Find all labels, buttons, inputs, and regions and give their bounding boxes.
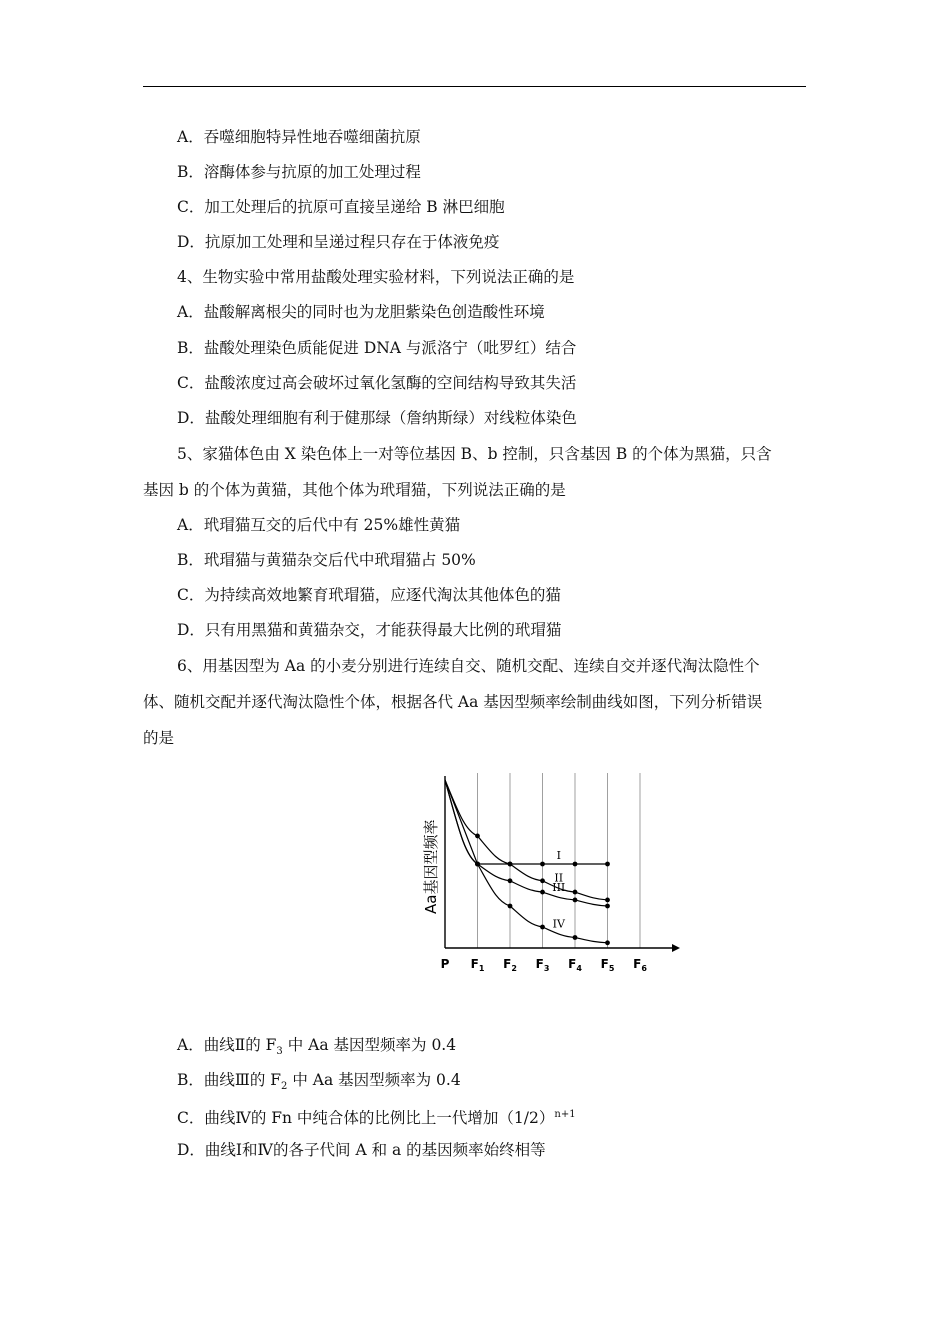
q5-option-c: C．为持续高效地繁育玳瑁猫，应逐代淘汰其他体色的猫 — [177, 586, 561, 604]
point-IV-F3 — [540, 925, 545, 930]
q6-option-a-suffix: 中 Aa 基因型频率为 0.4 — [282, 1036, 457, 1054]
point-I-F3 — [540, 862, 545, 867]
point-IV-F2 — [508, 904, 513, 909]
series-label-II: II — [554, 871, 564, 885]
q6-option-c — [177, 1105, 576, 1128]
point-II-F4 — [573, 890, 578, 895]
aa-frequency-chart — [410, 768, 680, 980]
y-axis-label: Aa基因型频率 — [422, 819, 440, 914]
q6-option-b — [177, 1070, 461, 1097]
q6-option-a — [177, 1035, 456, 1062]
series-layer — [445, 780, 610, 945]
chart-svg — [410, 768, 680, 980]
point-III-F3 — [540, 890, 545, 895]
point-IV-F4 — [573, 935, 578, 940]
tick-layer — [441, 957, 648, 973]
series-line-II — [445, 780, 608, 900]
q5-stem-line1: 5、家猫体色由 X 染色体上一对等位基因 B、b 控制，只含基因 B 的个体为黑猫，只含 — [177, 445, 772, 463]
series-label-I: I — [556, 849, 561, 862]
q6-option-b-prefix: B．曲线Ⅲ的 F — [177, 1071, 282, 1089]
q6-option-b-suffix: 中 Aa 基因型频率为 0.4 — [287, 1071, 461, 1089]
q4-option-d: D．盐酸处理细胞有利于健那绿（詹纳斯绿）对线粒体染色 — [177, 409, 577, 427]
q6-stem-line1: 6、用基因型为 Aa 的小麦分别进行连续自交、随机交配、连续自交并逐代淘汰隐性个 — [177, 657, 760, 675]
point-II-F1 — [475, 834, 480, 839]
point-III-F4 — [573, 898, 578, 903]
q6-option-a-prefix: A．曲线Ⅱ的 F — [177, 1036, 277, 1054]
q4-option-c: C．盐酸浓度过高会破坏过氧化氢酶的空间结构导致其失活 — [177, 374, 577, 392]
x-tick-F5: $F_5$ — [600, 957, 615, 973]
q6-stem-line2: 体、随机交配并逐代淘汰隐性个体，根据各代 Aa 基因型频率绘制曲线如图，下列分析错误 — [143, 693, 763, 711]
x-tick-F2: $F_2$ — [503, 957, 517, 973]
point-I-F5 — [605, 862, 610, 867]
point-IV-F5 — [605, 940, 610, 945]
point-II-F5 — [605, 898, 610, 903]
header-rule — [143, 86, 806, 87]
x-axis-arrow — [672, 944, 680, 952]
point-II-F2 — [508, 862, 513, 867]
series-label-IV: IV — [552, 917, 565, 931]
series-line-I — [445, 780, 608, 864]
q4-option-a: A．盐酸解离根尖的同时也为龙胆紫染色创造酸性环境 — [177, 303, 545, 321]
x-tick-P: P — [440, 957, 450, 971]
q6-option-b-sub: 2 — [281, 1081, 288, 1093]
point-I-F4 — [573, 862, 578, 867]
q5-option-b: B．玳瑁猫与黄猫杂交后代中玳瑁猫占 50% — [177, 551, 476, 569]
point-III-F2 — [508, 878, 513, 883]
q6-option-a-sub: 3 — [276, 1046, 283, 1058]
q3-option-d: D．抗原加工处理和呈递过程只存在于体液免疫 — [177, 233, 500, 251]
point-IV-F1 — [475, 862, 480, 867]
q5-option-d: D．只有用黑猫和黄猫杂交，才能获得最大比例的玳瑁猫 — [177, 621, 562, 639]
q3-option-c: C．加工处理后的抗原可直接呈递给 B 淋巴细胞 — [177, 198, 505, 216]
q6-option-d: D．曲线Ⅰ和Ⅳ的各子代间 A 和 a 的基因频率始终相等 — [177, 1141, 546, 1159]
x-tick-F1: $F_1$ — [470, 957, 485, 973]
q6-option-c-text: C．曲线Ⅳ的 Fn 中纯合体的比例比上一代增加（1/2） — [177, 1109, 555, 1128]
q5-stem-line2: 基因 b 的个体为黄猫，其他个体为玳瑁猫，下列说法正确的是 — [143, 481, 566, 499]
q4-stem: 4、生物实验中常用盐酸处理实验材料，下列说法正确的是 — [177, 268, 575, 286]
q3-option-a: A．吞噬细胞特异性地吞噬细菌抗原 — [177, 128, 421, 146]
q5-option-a: A．玳瑁猫互交的后代中有 25%雄性黄猫 — [177, 516, 461, 534]
q3-option-b: B．溶酶体参与抗原的加工处理过程 — [177, 163, 421, 181]
point-III-F5 — [605, 904, 610, 909]
series-label-III: III — [552, 881, 566, 895]
q6-stem-line3: 的是 — [143, 729, 175, 747]
q6-option-c-sup: n+1 — [554, 1109, 576, 1120]
q4-option-b: B．盐酸处理染色质能促进 DNA 与派洛宁（吡罗红）结合 — [177, 339, 577, 357]
x-tick-F4: $F_4$ — [568, 957, 582, 973]
x-tick-F6: $F_6$ — [633, 957, 647, 973]
series-line-IV — [445, 780, 608, 943]
x-tick-F3: $F_3$ — [535, 957, 550, 973]
point-II-F3 — [540, 878, 545, 883]
